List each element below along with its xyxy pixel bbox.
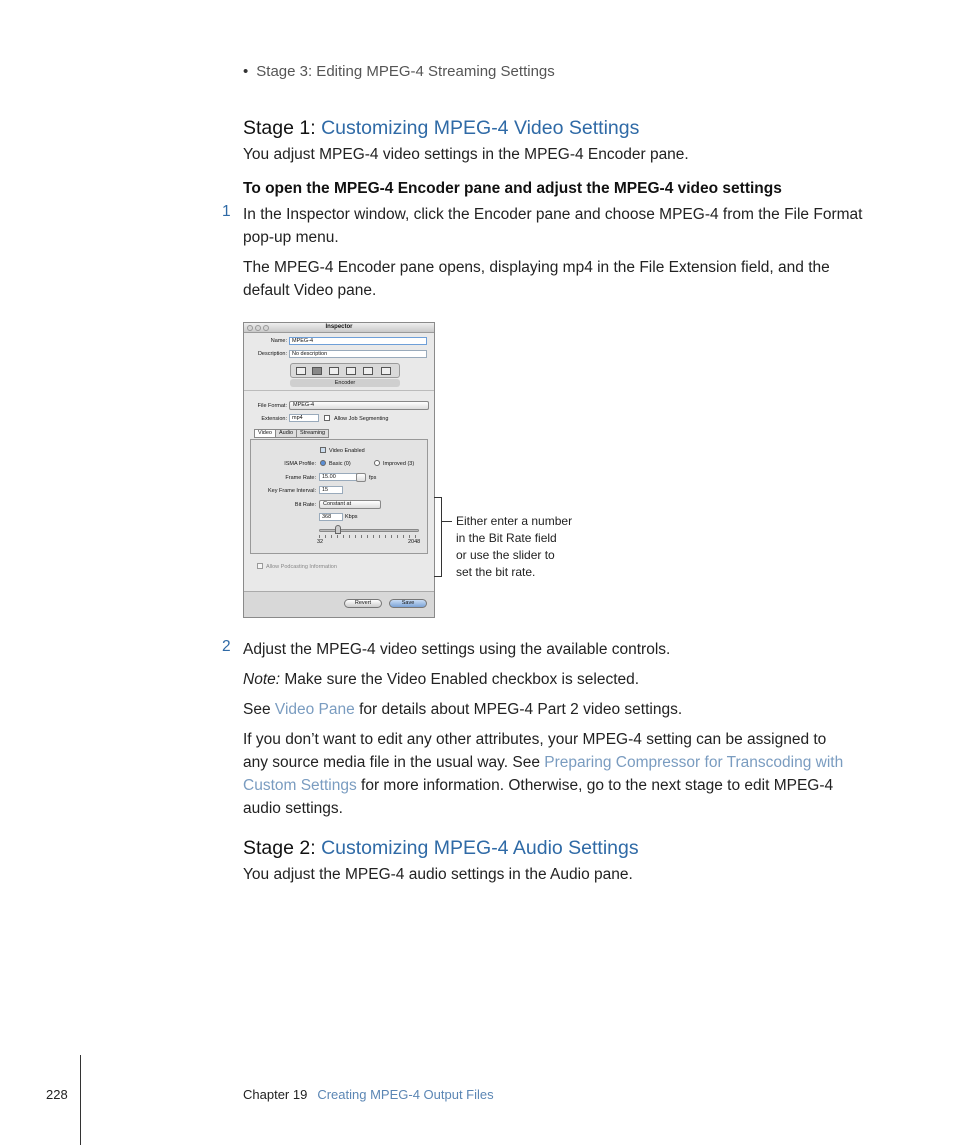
allow-podcasting-label: Allow Podcasting Information bbox=[266, 564, 337, 570]
preparing-compressor-link[interactable]: Preparing Compressor for Transcoding with bbox=[544, 754, 844, 771]
step2-text: Adjust the MPEG-4 video settings using the available controls. bbox=[243, 641, 671, 658]
inspector-tabs bbox=[254, 429, 328, 438]
allow-podcasting-checkbox[interactable] bbox=[257, 563, 263, 569]
step1-number: 1 bbox=[222, 203, 231, 220]
description-label: Description: bbox=[257, 351, 287, 357]
inspector-screenshot bbox=[243, 322, 435, 618]
key-frame-interval-label: Key Frame Interval: bbox=[268, 488, 316, 494]
inspector-window-title: Inspector bbox=[325, 324, 353, 330]
bit-rate-slider-track[interactable] bbox=[319, 529, 419, 532]
bit-rate-label: Bit Rate: bbox=[294, 502, 316, 508]
chapter-footer bbox=[243, 1087, 494, 1102]
description-field[interactable]: No description bbox=[289, 350, 427, 358]
callout-line: set the bit rate. bbox=[456, 565, 536, 579]
callout-leader-line bbox=[442, 521, 452, 522]
stage2-prefix: Stage 2: bbox=[243, 837, 316, 859]
save-button[interactable]: Save bbox=[389, 599, 427, 608]
chapter-label: Chapter 19 bbox=[243, 1087, 308, 1102]
callout-line: in the Bit Rate field bbox=[456, 531, 557, 545]
see-suffix: for details about MPEG-4 Part 2 video settings. bbox=[354, 701, 683, 718]
task-heading: To open the MPEG-4 Encoder pane and adjust the MPEG-4 video settings bbox=[243, 180, 782, 197]
slider-min-label: 32 bbox=[317, 539, 324, 545]
bullet-dot: • bbox=[243, 63, 249, 80]
frame-rate-unit: fps bbox=[369, 475, 377, 481]
video-enabled-label: Video Enabled bbox=[329, 448, 365, 454]
note-text: Make sure the Video Enabled checkbox is selected. bbox=[280, 671, 640, 688]
page-number: 228 bbox=[46, 1087, 68, 1102]
inspector-pane-toolbar bbox=[290, 363, 400, 378]
isma-basic-label: Basic (0) bbox=[329, 461, 351, 467]
see-paragraph bbox=[243, 698, 682, 721]
step2-number: 2 bbox=[222, 638, 231, 655]
revert-button[interactable]: Revert bbox=[344, 599, 382, 608]
see-prefix: See bbox=[243, 701, 275, 718]
summary-pane-icon[interactable] bbox=[296, 367, 306, 375]
slider-max-label: 2048 bbox=[408, 539, 421, 545]
step1-line1: In the Inspector window, click the Encoder pane and choose MPEG-4 from the File Format bbox=[243, 206, 863, 223]
video-pane-link[interactable]: Video Pane bbox=[274, 701, 355, 718]
stage1-heading bbox=[243, 117, 639, 140]
bit-rate-field[interactable]: 368 bbox=[319, 513, 343, 521]
step1-line2: pop-up menu. bbox=[243, 229, 339, 246]
para-line3-suffix: for more information. Otherwise, go to the next stage to edit MPEG-4 bbox=[356, 777, 834, 794]
tab-video[interactable]: Video bbox=[254, 429, 276, 438]
callout-line: or use the slider to bbox=[456, 548, 555, 562]
callout-text bbox=[456, 513, 596, 581]
stage2-intro: You adjust the MPEG-4 audio settings in the Audio pane. bbox=[243, 866, 633, 883]
step1-result-line1: The MPEG-4 Encoder pane opens, displaying mp4 in the File Extension field, and the bbox=[243, 259, 830, 276]
encoder-pane-icon[interactable] bbox=[312, 367, 322, 375]
stage1-title-link[interactable]: Customizing MPEG-4 Video Settings bbox=[321, 117, 640, 139]
frame-rate-dropdown[interactable] bbox=[356, 473, 366, 482]
callout-line: Either enter a number bbox=[456, 514, 573, 528]
stage1-prefix: Stage 1: bbox=[243, 117, 316, 139]
bit-rate-unit: Kbps bbox=[345, 514, 358, 520]
step1-result-line2: default Video pane. bbox=[243, 282, 377, 299]
bit-rate-mode-popup[interactable]: Constant at bbox=[319, 500, 381, 509]
para-line3 bbox=[243, 774, 833, 797]
allow-job-segmenting-checkbox[interactable] bbox=[324, 415, 330, 421]
chapter-title-link[interactable]: Creating MPEG-4 Output Files bbox=[317, 1087, 494, 1102]
isma-basic-radio[interactable] bbox=[320, 460, 326, 466]
isma-improved-radio[interactable] bbox=[374, 460, 380, 466]
footer-rule bbox=[80, 1055, 81, 1145]
bit-rate-slider-ticks bbox=[319, 535, 419, 538]
extension-label: Extension: bbox=[261, 416, 287, 422]
encoder-pane-label: Encoder bbox=[290, 379, 400, 387]
frame-rate-label: Frame Rate: bbox=[285, 475, 316, 481]
note-paragraph bbox=[243, 668, 639, 691]
stage1-intro: You adjust MPEG-4 video settings in the MPEG-4 Encoder pane. bbox=[243, 146, 689, 163]
frame-controls-pane-icon[interactable] bbox=[329, 367, 339, 375]
isma-profile-label: ISMA Profile: bbox=[284, 461, 316, 467]
tab-streaming[interactable]: Streaming bbox=[296, 429, 329, 438]
name-label: Name: bbox=[270, 338, 287, 344]
para-line2 bbox=[243, 751, 843, 774]
extension-field[interactable]: mp4 bbox=[289, 414, 319, 422]
geometry-pane-icon[interactable] bbox=[363, 367, 373, 375]
para-line2-prefix: any source media file in the usual way. See bbox=[243, 754, 545, 771]
custom-settings-link[interactable]: Custom Settings bbox=[243, 777, 357, 794]
para-line4: audio settings. bbox=[243, 800, 343, 817]
bullet-item bbox=[243, 63, 555, 80]
bullet-text: Stage 3: Editing MPEG-4 Streaming Settings bbox=[256, 63, 555, 80]
filters-pane-icon[interactable] bbox=[346, 367, 356, 375]
file-format-label: File Format: bbox=[257, 403, 287, 409]
file-format-popup[interactable]: MPEG-4 bbox=[289, 401, 429, 410]
allow-job-segmenting-label: Allow Job Segmenting bbox=[334, 416, 389, 422]
isma-improved-label: Improved (3) bbox=[383, 461, 415, 467]
divider bbox=[244, 390, 434, 391]
name-field[interactable]: MPEG-4 bbox=[289, 337, 427, 345]
note-label: Note: bbox=[243, 671, 281, 688]
callout-bracket bbox=[434, 497, 442, 577]
bit-rate-slider-thumb[interactable] bbox=[335, 525, 341, 534]
actions-pane-icon[interactable] bbox=[381, 367, 391, 375]
tab-audio[interactable]: Audio bbox=[275, 429, 297, 438]
stage2-heading bbox=[243, 837, 639, 860]
inspector-titlebar bbox=[244, 323, 434, 333]
key-frame-interval-field[interactable]: 15 bbox=[319, 486, 343, 494]
para-line1: If you don’t want to edit any other attributes, your MPEG-4 setting can be assigned to bbox=[243, 731, 827, 748]
stage2-title-link[interactable]: Customizing MPEG-4 Audio Settings bbox=[321, 837, 639, 859]
video-enabled-checkbox[interactable] bbox=[320, 447, 326, 453]
frame-rate-field[interactable]: 15.00 bbox=[319, 473, 357, 481]
